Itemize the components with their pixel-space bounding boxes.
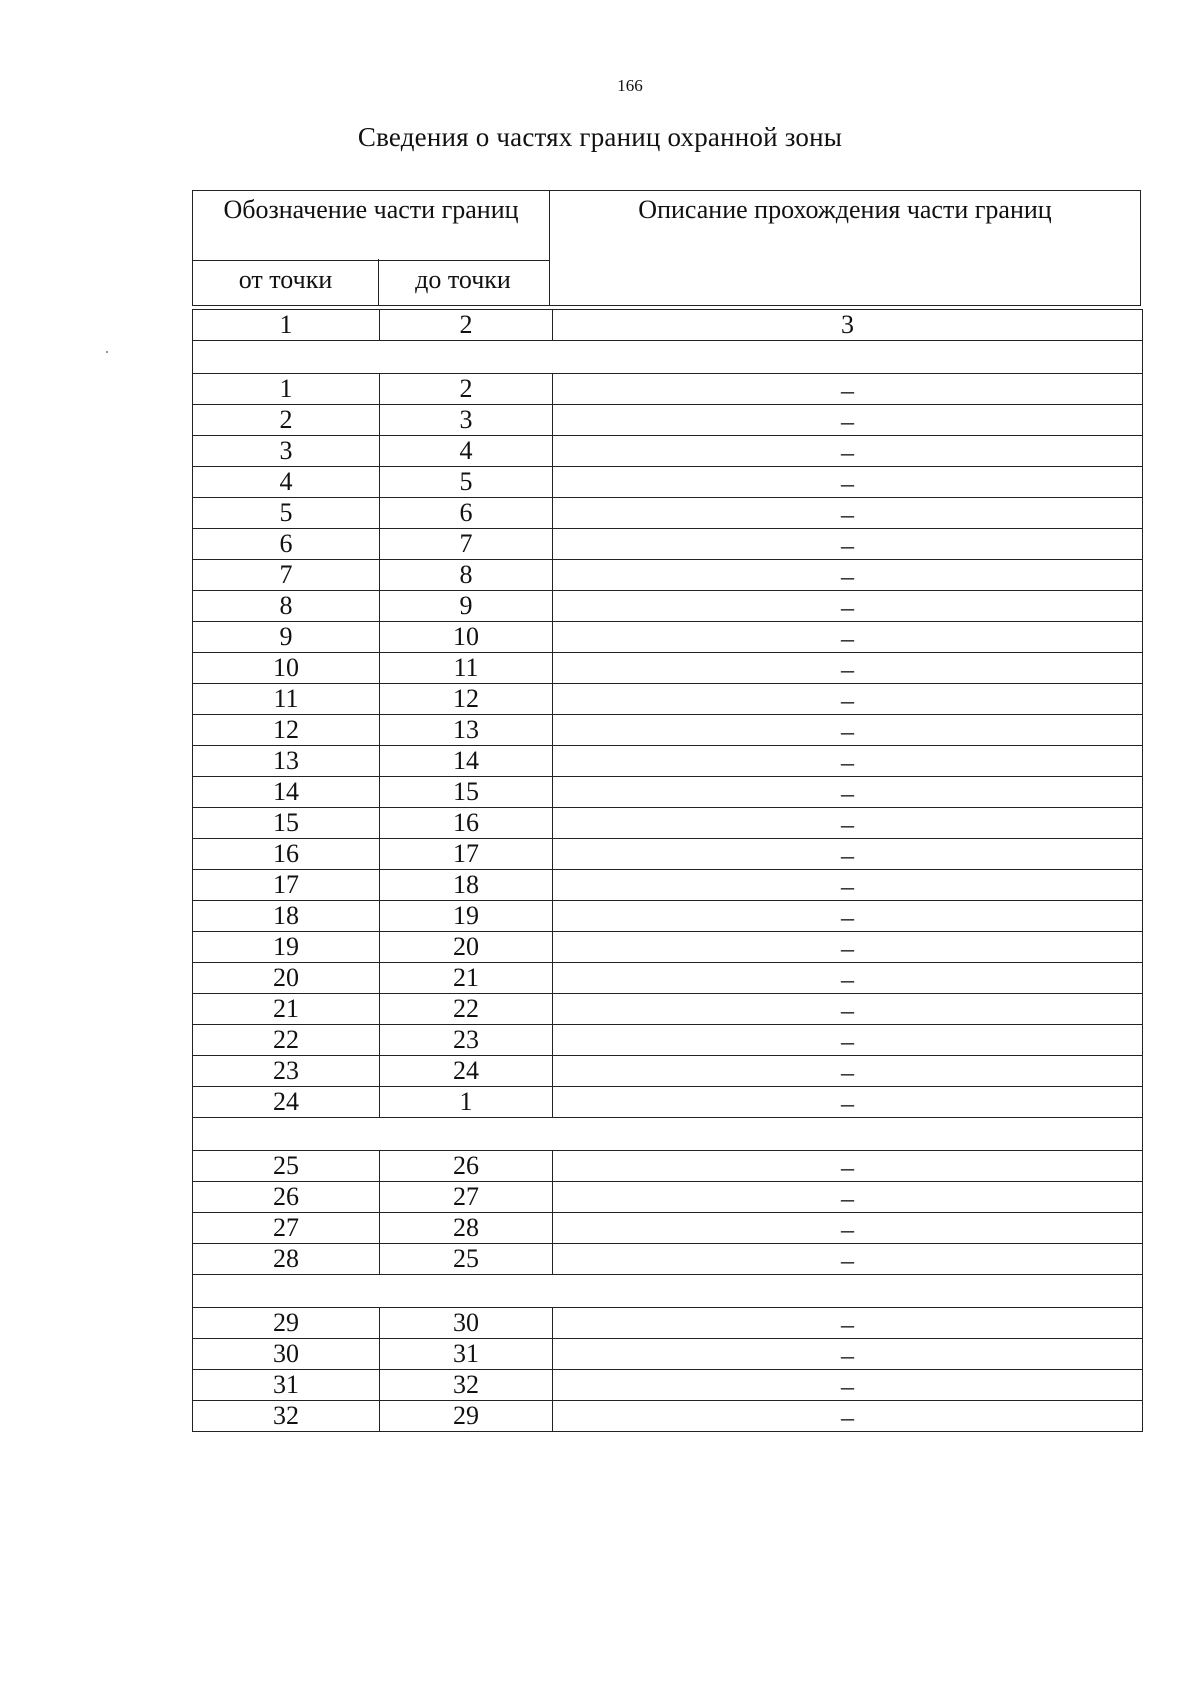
from-point-cell: 30 bbox=[193, 1339, 380, 1370]
to-point-cell: 31 bbox=[380, 1339, 553, 1370]
section-separator-row bbox=[193, 1118, 1143, 1151]
table-row bbox=[193, 963, 1143, 994]
from-point-cell: 25 bbox=[193, 1151, 380, 1182]
to-point-cell: 28 bbox=[380, 1213, 553, 1244]
table-row bbox=[193, 746, 1143, 777]
description-dash: – bbox=[841, 469, 854, 498]
section-separator-cell bbox=[193, 1275, 1143, 1308]
table-row bbox=[193, 901, 1143, 932]
from-point-cell: 11 bbox=[193, 684, 380, 715]
description-cell bbox=[553, 498, 1143, 529]
to-point-cell: 8 bbox=[380, 560, 553, 591]
table-row bbox=[193, 870, 1143, 901]
description-dash: – bbox=[841, 655, 854, 684]
to-point-cell: 24 bbox=[380, 1056, 553, 1087]
description-cell bbox=[553, 932, 1143, 963]
description-cell bbox=[553, 963, 1143, 994]
description-dash: – bbox=[841, 1310, 854, 1339]
table-row bbox=[193, 1151, 1143, 1182]
description-dash: – bbox=[841, 1184, 854, 1213]
to-point-cell: 5 bbox=[380, 467, 553, 498]
from-point-cell: 2 bbox=[193, 405, 380, 436]
page-number: 166 bbox=[617, 76, 643, 95]
description-dash: – bbox=[841, 996, 854, 1025]
description-cell bbox=[553, 1213, 1143, 1244]
to-point-cell: 15 bbox=[380, 777, 553, 808]
from-point-cell: 7 bbox=[193, 560, 380, 591]
description-dash: – bbox=[841, 717, 854, 746]
table-row bbox=[193, 994, 1143, 1025]
to-point-cell: 14 bbox=[380, 746, 553, 777]
from-point-cell: 22 bbox=[193, 1025, 380, 1056]
to-point-cell: 11 bbox=[380, 653, 553, 684]
column-number: 2 bbox=[380, 310, 553, 341]
description-cell bbox=[553, 653, 1143, 684]
description-dash: – bbox=[841, 1372, 854, 1401]
scan-speck bbox=[106, 351, 108, 353]
column-number: 3 bbox=[553, 310, 1143, 341]
description-dash: – bbox=[841, 562, 854, 591]
description-cell bbox=[553, 684, 1143, 715]
from-point-cell: 15 bbox=[193, 808, 380, 839]
description-cell bbox=[553, 529, 1143, 560]
table-row bbox=[193, 839, 1143, 870]
from-point-cell: 14 bbox=[193, 777, 380, 808]
to-point-cell: 13 bbox=[380, 715, 553, 746]
table-row bbox=[193, 1244, 1143, 1275]
to-point-cell: 10 bbox=[380, 622, 553, 653]
description-dash: – bbox=[841, 779, 854, 808]
to-point-cell: 30 bbox=[380, 1308, 553, 1339]
description-dash: – bbox=[841, 903, 854, 932]
table-row bbox=[193, 498, 1143, 529]
to-point-cell: 3 bbox=[380, 405, 553, 436]
to-point-cell: 29 bbox=[380, 1401, 553, 1432]
from-point-cell: 32 bbox=[193, 1401, 380, 1432]
table-row bbox=[193, 932, 1143, 963]
description-dash: – bbox=[841, 1027, 854, 1056]
to-point-cell: 27 bbox=[380, 1182, 553, 1213]
to-point-cell: 32 bbox=[380, 1370, 553, 1401]
description-dash: – bbox=[841, 965, 854, 994]
description-dash: – bbox=[841, 531, 854, 560]
table-body bbox=[193, 310, 1143, 1432]
table-row bbox=[193, 777, 1143, 808]
description-cell bbox=[553, 1339, 1143, 1370]
description-cell bbox=[553, 591, 1143, 622]
header-designation: Обозначение части границ bbox=[193, 191, 550, 261]
section-separator-row bbox=[193, 341, 1143, 374]
header-description: Описание прохождения части границ bbox=[638, 195, 1052, 224]
column-number: 1 bbox=[193, 310, 380, 341]
from-point-cell: 4 bbox=[193, 467, 380, 498]
to-point-cell: 18 bbox=[380, 870, 553, 901]
table-row bbox=[193, 1370, 1143, 1401]
table-row bbox=[193, 622, 1143, 653]
to-point-cell: 1 bbox=[380, 1087, 553, 1118]
table-row bbox=[193, 1025, 1143, 1056]
description-cell bbox=[553, 1308, 1143, 1339]
from-point-cell: 28 bbox=[193, 1244, 380, 1275]
description-cell bbox=[553, 622, 1143, 653]
section-separator-row bbox=[193, 1275, 1143, 1308]
table-row bbox=[193, 591, 1143, 622]
description-cell bbox=[553, 405, 1143, 436]
description-dash: – bbox=[841, 872, 854, 901]
table-row bbox=[193, 1401, 1143, 1432]
document-title: Сведения о частях границ охранной зоны bbox=[357, 122, 843, 152]
description-cell bbox=[553, 436, 1143, 467]
table-row bbox=[193, 1087, 1143, 1118]
table-row bbox=[193, 653, 1143, 684]
header-to-point: до точки bbox=[377, 259, 550, 306]
description-dash: – bbox=[841, 1058, 854, 1087]
from-point-cell: 27 bbox=[193, 1213, 380, 1244]
description-dash: – bbox=[841, 748, 854, 777]
description-dash: – bbox=[841, 841, 854, 870]
to-point-cell: 6 bbox=[380, 498, 553, 529]
from-point-cell: 12 bbox=[193, 715, 380, 746]
description-cell bbox=[553, 1182, 1143, 1213]
table-row bbox=[193, 1056, 1143, 1087]
from-point-cell: 1 bbox=[193, 374, 380, 405]
from-point-cell: 9 bbox=[193, 622, 380, 653]
table-row bbox=[193, 1339, 1143, 1370]
description-cell bbox=[553, 467, 1143, 498]
from-point-cell: 8 bbox=[193, 591, 380, 622]
from-point-cell: 26 bbox=[193, 1182, 380, 1213]
section-separator-cell bbox=[193, 341, 1143, 374]
description-cell bbox=[553, 1244, 1143, 1275]
from-point-cell: 10 bbox=[193, 653, 380, 684]
table-row bbox=[193, 1213, 1143, 1244]
description-cell bbox=[553, 901, 1143, 932]
table-row bbox=[193, 529, 1143, 560]
description-dash: – bbox=[841, 376, 854, 405]
table-row bbox=[193, 684, 1143, 715]
description-cell bbox=[553, 1151, 1143, 1182]
description-dash: – bbox=[841, 624, 854, 653]
from-point-cell: 20 bbox=[193, 963, 380, 994]
description-dash: – bbox=[841, 1089, 854, 1118]
description-dash: – bbox=[841, 500, 854, 529]
description-dash: – bbox=[841, 1246, 854, 1275]
description-cell bbox=[553, 1056, 1143, 1087]
to-point-cell: 7 bbox=[380, 529, 553, 560]
description-cell bbox=[553, 994, 1143, 1025]
table-row bbox=[193, 560, 1143, 591]
description-dash: – bbox=[841, 407, 854, 436]
to-point-cell: 2 bbox=[380, 374, 553, 405]
description-cell bbox=[553, 1025, 1143, 1056]
column-numbers-row bbox=[193, 310, 1143, 341]
description-dash: – bbox=[841, 1215, 854, 1244]
to-point-cell: 12 bbox=[380, 684, 553, 715]
description-cell bbox=[553, 777, 1143, 808]
description-cell bbox=[553, 870, 1143, 901]
table-header bbox=[192, 190, 1141, 306]
table-row bbox=[193, 715, 1143, 746]
from-point-cell: 5 bbox=[193, 498, 380, 529]
description-cell bbox=[553, 1401, 1143, 1432]
from-point-cell: 21 bbox=[193, 994, 380, 1025]
table-row bbox=[193, 1182, 1143, 1213]
table-row bbox=[193, 467, 1143, 498]
from-point-cell: 29 bbox=[193, 1308, 380, 1339]
table-row bbox=[193, 436, 1143, 467]
to-point-cell: 9 bbox=[380, 591, 553, 622]
description-dash: – bbox=[841, 1341, 854, 1370]
to-point-cell: 17 bbox=[380, 839, 553, 870]
to-point-cell: 26 bbox=[380, 1151, 553, 1182]
from-point-cell: 3 bbox=[193, 436, 380, 467]
description-cell bbox=[553, 560, 1143, 591]
to-point-cell: 16 bbox=[380, 808, 553, 839]
description-dash: – bbox=[841, 593, 854, 622]
from-point-cell: 19 bbox=[193, 932, 380, 963]
to-point-cell: 23 bbox=[380, 1025, 553, 1056]
to-point-cell: 25 bbox=[380, 1244, 553, 1275]
from-point-cell: 17 bbox=[193, 870, 380, 901]
description-dash: – bbox=[841, 934, 854, 963]
description-cell bbox=[553, 1370, 1143, 1401]
to-point-cell: 22 bbox=[380, 994, 553, 1025]
to-point-cell: 20 bbox=[380, 932, 553, 963]
from-point-cell: 16 bbox=[193, 839, 380, 870]
table-row bbox=[193, 808, 1143, 839]
to-point-cell: 19 bbox=[380, 901, 553, 932]
description-cell bbox=[553, 1087, 1143, 1118]
description-dash: – bbox=[841, 686, 854, 715]
from-point-cell: 6 bbox=[193, 529, 380, 560]
description-cell bbox=[553, 374, 1143, 405]
table-row bbox=[193, 405, 1143, 436]
from-point-cell: 13 bbox=[193, 746, 380, 777]
from-point-cell: 24 bbox=[193, 1087, 380, 1118]
description-cell bbox=[553, 746, 1143, 777]
description-cell bbox=[553, 839, 1143, 870]
description-dash: – bbox=[841, 1403, 854, 1432]
from-point-cell: 31 bbox=[193, 1370, 380, 1401]
description-dash: – bbox=[841, 810, 854, 839]
table-row bbox=[193, 374, 1143, 405]
header-from-point: от точки bbox=[193, 259, 379, 306]
table-row bbox=[193, 1308, 1143, 1339]
description-dash: – bbox=[841, 438, 854, 467]
description-cell bbox=[553, 808, 1143, 839]
from-point-cell: 18 bbox=[193, 901, 380, 932]
section-separator-cell bbox=[193, 1118, 1143, 1151]
boundary-parts-table bbox=[192, 309, 1143, 1432]
description-dash: – bbox=[841, 1153, 854, 1182]
from-point-cell: 23 bbox=[193, 1056, 380, 1087]
to-point-cell: 21 bbox=[380, 963, 553, 994]
description-cell bbox=[553, 715, 1143, 746]
to-point-cell: 4 bbox=[380, 436, 553, 467]
